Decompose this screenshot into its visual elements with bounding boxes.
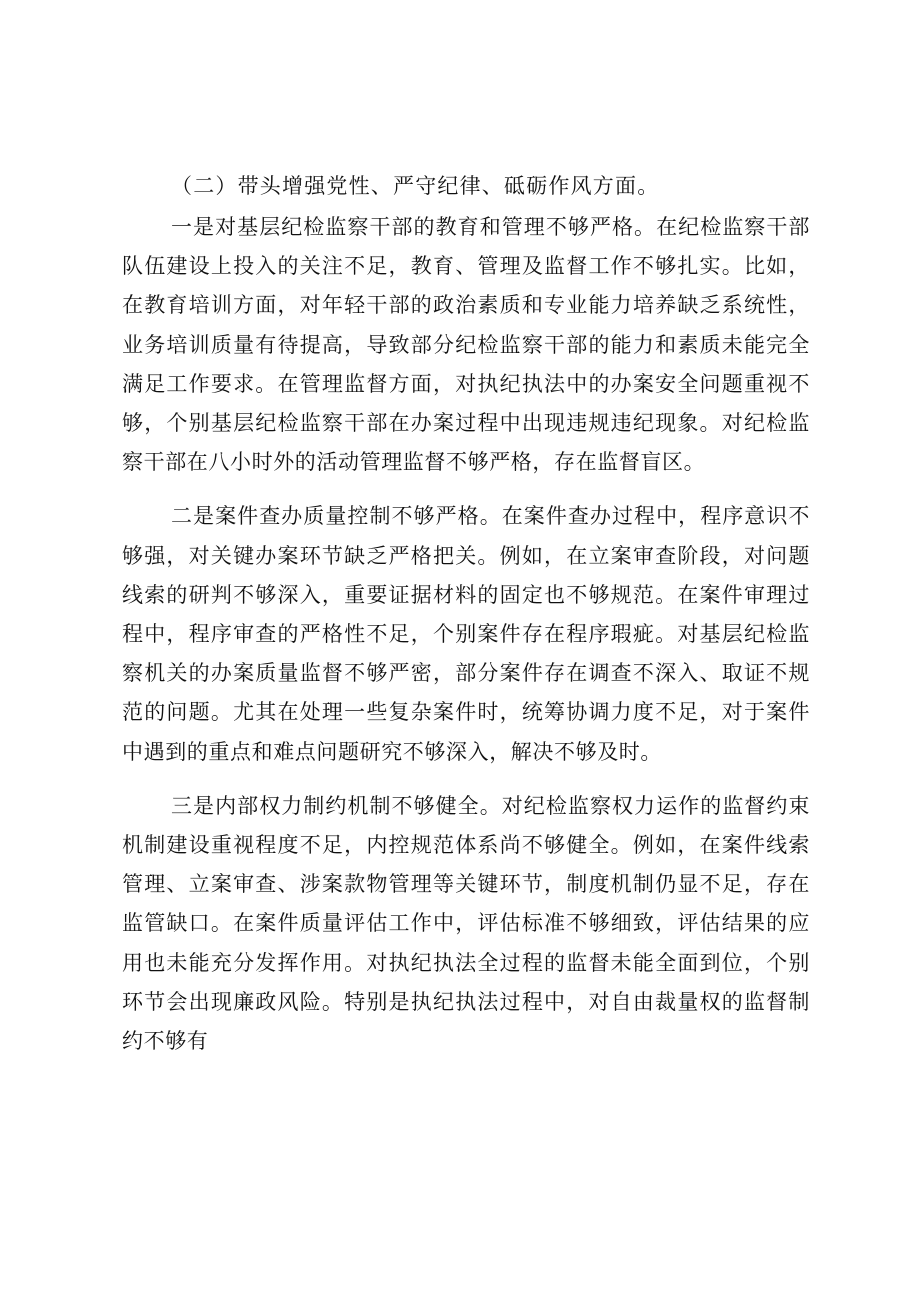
paragraph-3 (122, 787, 810, 1061)
paragraph-2-body: 在案件查办过程中，程序意识不够强，对关键办案环节缺乏严格把关。例如，在立案审查阶段，对问题线索的研判不够深入，重要证据材料的固定也不够规范。在案件审理过程中，程序审查的严格性不足，个别案件存在程序瑕疵。对基层纪检监察机关的办案质量监督不够严密，部分案件存在调查不深入、取证不规范的问题。尤其在处理一些复杂案件时，统筹协调力度不足，对于案件中遇到的重点和难点问题研究不够深入，解决不够及时。 (122, 504, 810, 764)
document-body (122, 166, 810, 1061)
section-heading: （二）带头增强党性、严守纪律、砥砺作风方面。 (171, 174, 660, 198)
paragraph-1 (122, 208, 810, 482)
paragraph-3-lead: 三是内部权力制约机制不够健全。 (171, 793, 502, 818)
paragraph-2-lead: 二是案件查办质量控制不够严格。 (171, 504, 502, 529)
paragraph-1-lead: 一是对基层纪检监察干部的教育和管理不够严格。 (171, 215, 657, 239)
paragraph-2 (122, 497, 810, 771)
paragraph-1-body: 在纪检监察干部队伍建设上投入的关注不足，教育、管理及监督工作不够扎实。比如，在教育培训方面，对年轻干部的政治素质和专业能力培养缺乏系统性，业务培训质量有待提高，导致部分纪检监察干部的能力和素质未能完全满足工作要求。在管理监督方面，对执纪执法中的办案安全问题重视不够，个别基层纪检监察干部在办案过程中出现违规违纪现象。对纪检监察干部在八小时外的活动管理监督不够严格，存在监督盲区。 (122, 215, 810, 475)
paragraph-3-body: 对纪检监察权力运作的监督约束机制建设重视程度不足，内控规范体系尚不够健全。例如，在案件线索管理、立案审查、涉案款物管理等关键环节，制度机制仍显不足，存在监管缺口。在案件质量评估工作中，评估标准不够细致，评估结果的应用也未能充分发挥作用。对执纪执法全过程的监督未能全面到位，个别环节会出现廉政风险。特别是执纪执法过程中，对自由裁量权的监督制约不够有 (122, 793, 810, 1054)
